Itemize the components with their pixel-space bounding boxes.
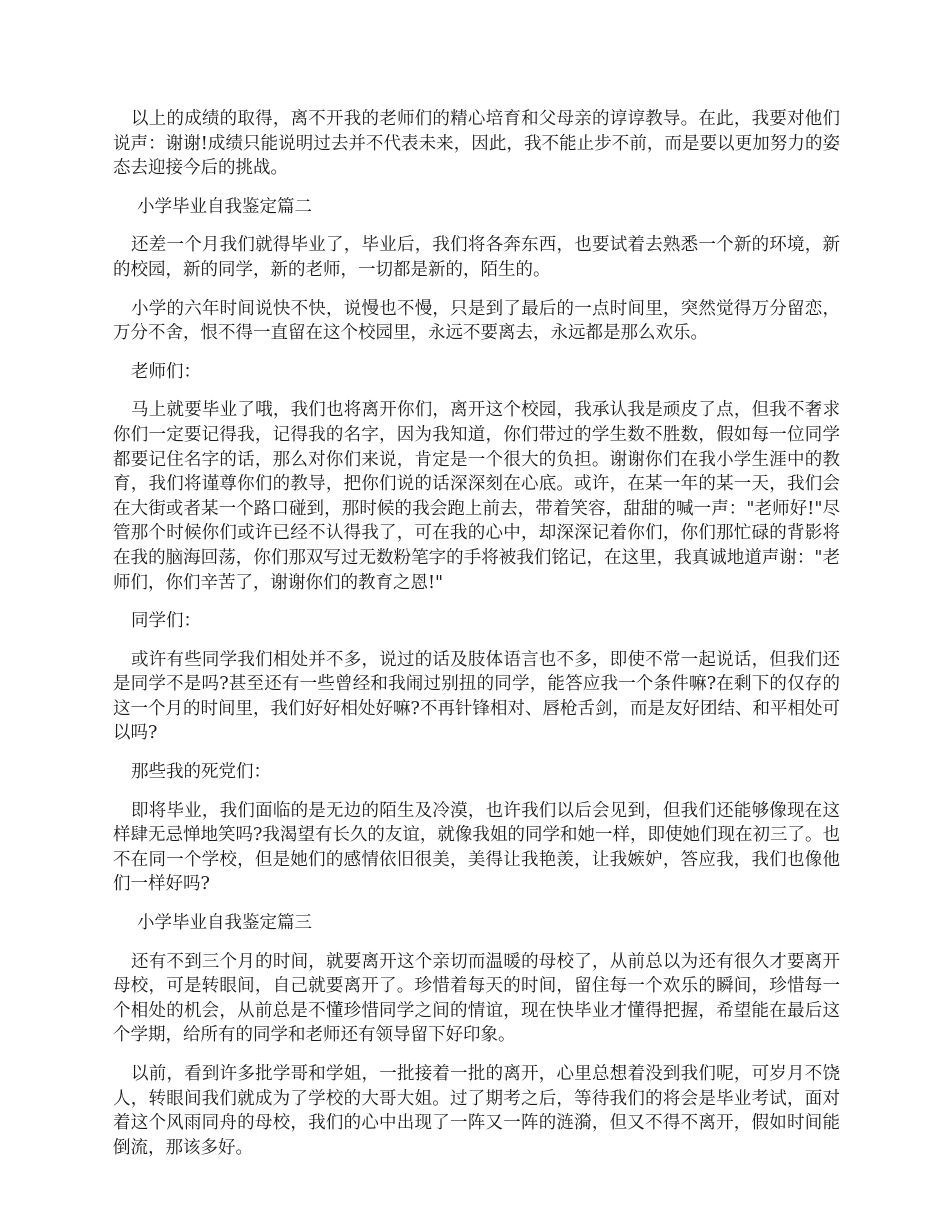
paragraph-to-classmates: 或许有些同学我们相处并不多，说过的话及肢体语言也不多，即使不常一起说话，但我们还是同学不是吗?甚至还有一些曾经和我闹过别扭的同学，能答应我一个条件嘛?在剩下的仅存的这一个月的时间里，我们好好相处好嘛?不再针锋相对、唇枪舌剑，而是友好团结、和平相处可以吗? [113, 649, 840, 744]
document-body [113, 107, 840, 1174]
section-heading-part-three: 小学毕业自我鉴定篇三 [137, 913, 312, 934]
paragraph-to-best-friends: 即将毕业，我们面临的是无边的陌生及冷漠，也许我们以后会见到，但我们还能够像现在这样肆无忌惮地笑吗?我渴望有长久的友谊，就像我姐的同学和她一样，即使她们现在初三了。也不在同一个学校，但是她们的感情依旧很美，美得让我艳羡，让我嫉妒，答应我，我们也像他们一样好吗? [113, 800, 840, 895]
section-heading-part-two: 小学毕业自我鉴定篇二 [137, 196, 312, 217]
salutation-classmates: 同学们： [131, 611, 201, 632]
paragraph-one-month-left: 还差一个月我们就得毕业了，毕业后，我们将各奔东西，也要试着去熟悉一个新的环境，新的校园，新的同学，新的老师，一切都是新的，陌生的。 [113, 235, 840, 280]
paragraph-six-years: 小学的六年时间说快不快，说慢也不慢，只是到了最后的一点时间里，突然觉得万分留恋，万分不舍，恨不得一直留在这个校园里，永远不要离去，永远都是那么欢乐。 [113, 298, 840, 344]
salutation-best-friends: 那些我的死党们： [131, 762, 271, 783]
salutation-teachers: 老师们： [131, 361, 201, 382]
paragraph-three-months-left: 还有不到三个月的时间，就要离开这个亲切而温暖的母校了，从前总以为还有很久才要离开母校，可是转眼间，自己就要离开了。珍惜着每天的时间，留住每一个欢乐的瞬间，珍惜每一个相处的机会，从前总是不懂珍惜同学之间的情谊，现在快毕业才懂得把握，希望能在最后这个学期，给所有的同学和老师还有领导留下好印象。 [113, 951, 840, 1046]
paragraph-to-teachers: 马上就要毕业了哦，我们也将离开你们，离开这个校园，我承认我是顽皮了点，但我不奢求你们一定要记得我，记得我的名字，因为我知道，你们带过的学生数不胜数，假如每一位同学都要记住名字的话，那么对你们来说，肯定是一个很大的负担。谢谢你们在我小学生涯中的教育，我们将谨尊你们的教导，把你们说的话深深刻在心底。或许，在某一年的某一天，我们会在大街或者某一个路口碰到，那时候的我会跑上前去，带着笑容，甜甜的喊一声："老师好!"尽管那个时候你们或许已经不认得我了，可在我的心中，却深深记着你们，你们那忙碌的背影将在我的脑海回荡，你们那双写过无数粉笔字的手将被我们铭记，在这里，我真诚地道声谢："老师们，你们辛苦了，谢谢你们的教育之恩!" [113, 400, 840, 593]
paragraph-seniors-leaving: 以前，看到许多批学哥和学姐，一批接着一批的离开，心里总想着没到我们呢，可岁月不饶人，转眼间我们就成为了学校的大哥大姐。过了期考之后，等待我们的将会是毕业考试，面对着这个风雨同舟的母校，我们的心中出现了一阵又一阵的涟漪，但又不得不离开，假如时间能倒流，那该多好。 [113, 1064, 840, 1158]
paragraph-closing-thanks: 以上的成绩的取得，离不开我的老师们的精心培育和父母亲的谆谆教导。在此，我要对他们说声：谢谢!成绩只能说明过去并不代表未来，因此，我不能止步不前，而是要以更加努力的姿态去迎接今后的挑战。 [113, 109, 840, 179]
